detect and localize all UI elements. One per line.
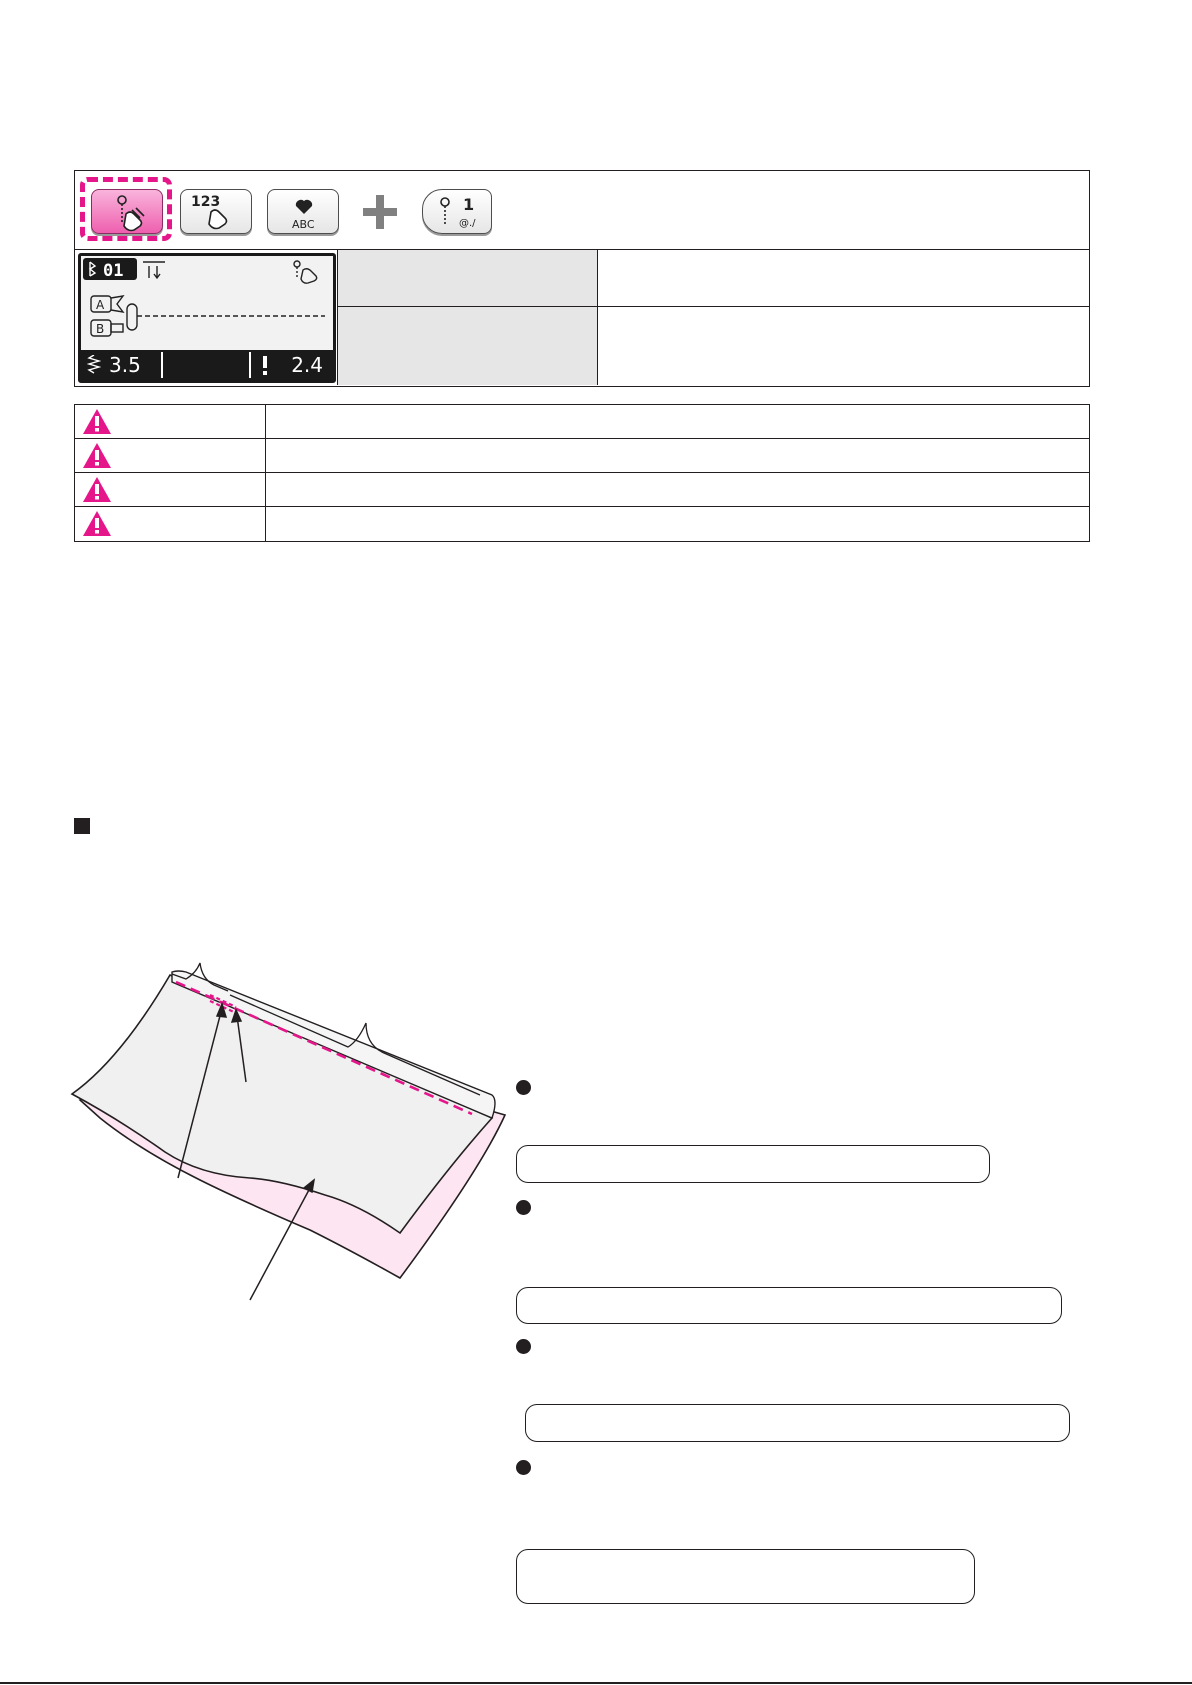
warning-label-cell xyxy=(75,405,266,438)
setting-label-cell xyxy=(337,250,598,307)
stitch-length-icon xyxy=(261,356,269,376)
setting-value-cell xyxy=(597,250,1089,307)
note-box xyxy=(516,1549,975,1604)
feed-dog-icon xyxy=(143,262,165,278)
bullet-point xyxy=(516,1460,531,1475)
note-box xyxy=(525,1404,1070,1442)
bullet-point xyxy=(516,1080,531,1095)
memory-sublabel: @./ xyxy=(459,218,476,229)
bullet-point xyxy=(516,1339,531,1354)
warning-row xyxy=(75,473,1089,507)
mode-selection-panel xyxy=(74,170,1090,387)
section-heading-marker xyxy=(74,818,90,834)
warning-triangle-icon xyxy=(82,408,112,435)
lcd-display xyxy=(81,256,333,350)
character-stitch-button[interactable] xyxy=(267,189,339,234)
svg-text:B: B xyxy=(96,322,105,336)
mode-toolbar xyxy=(75,171,1089,250)
character-stitch-label: ABC xyxy=(292,218,315,231)
svg-text:A: A xyxy=(96,298,105,312)
stitch-width-icon xyxy=(87,355,101,375)
numbered-stitch-button[interactable] xyxy=(180,189,252,234)
page-bottom-rule xyxy=(0,1682,1192,1684)
warning-row xyxy=(75,439,1089,473)
needle-icon xyxy=(441,198,449,206)
warning-triangle-icon xyxy=(82,476,112,503)
stitch-length-value: 2.4 xyxy=(291,353,323,377)
heart-icon xyxy=(296,200,312,214)
warning-row xyxy=(75,405,1089,439)
lcd-divider xyxy=(249,352,251,378)
foot-a-icon xyxy=(91,296,123,312)
warning-label-cell xyxy=(75,473,266,506)
utility-stitch-button[interactable] xyxy=(91,189,163,234)
hand-icon xyxy=(209,210,227,229)
note-box xyxy=(516,1145,990,1183)
lcd-status-bar xyxy=(81,350,333,380)
warning-row xyxy=(75,507,1089,541)
lcd-divider xyxy=(161,352,163,378)
needle-hand-icon xyxy=(294,261,317,283)
bullet-point xyxy=(516,1200,531,1215)
warning-label-cell xyxy=(75,507,266,541)
warning-triangle-icon xyxy=(82,442,112,469)
warning-label-cell xyxy=(75,439,266,472)
pattern-number: 01 xyxy=(103,261,124,281)
buttonhole-icon xyxy=(127,304,137,330)
numbered-stitch-label: 123 xyxy=(191,194,221,210)
memory-label: 1 xyxy=(463,195,475,214)
plus-icon xyxy=(363,195,397,229)
setting-label-cell xyxy=(337,307,598,385)
warning-table xyxy=(74,404,1090,542)
warning-triangle-icon xyxy=(82,510,112,537)
utility-stitch-icon xyxy=(92,190,164,235)
stitch-width-value: 3.5 xyxy=(109,353,141,377)
lcd-screen xyxy=(78,253,336,383)
memory-button[interactable] xyxy=(422,189,492,234)
foot-b-icon xyxy=(91,320,123,336)
fabric-seam-diagram xyxy=(60,950,520,1320)
note-box xyxy=(516,1287,1062,1324)
